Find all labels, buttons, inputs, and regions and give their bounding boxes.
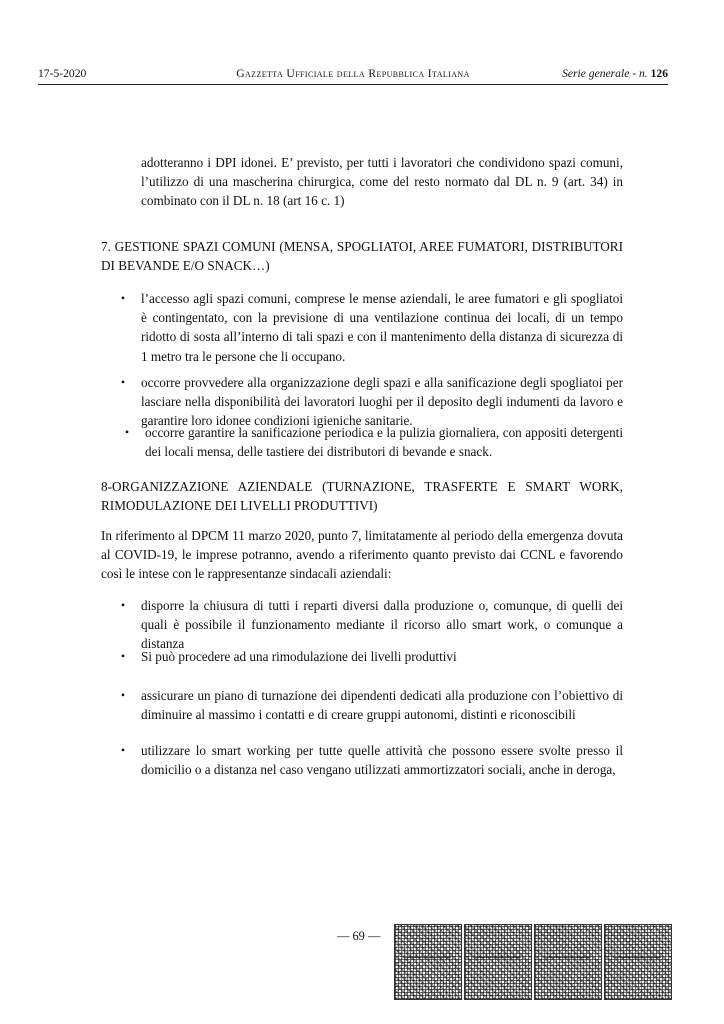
- continuation-paragraph: adotteranno i DPI idonei. E’ previsto, per tutti i lavoratori che condividono spazi comuni, l’utilizzo di una mascherina chirurgica, come del resto normato dal DL n. 9 (art. 34) in combinato con il DL n. 18 (art 16 c. 1): [141, 155, 623, 209]
- bullet-icon: •: [120, 375, 126, 389]
- bullet-icon: •: [120, 688, 126, 702]
- section-8-heading: 8-ORGANIZZAZIONE AZIENDALE (TURNAZIONE, TRASFERTE E SMART WORK, RIMODULAZIONE DEI LIVELLI PRODUTTIVI): [101, 479, 623, 514]
- serie-label: Serie generale - n.: [562, 67, 648, 80]
- header-serie: [562, 66, 668, 82]
- bullet-icon: •: [120, 598, 126, 612]
- header-date: 17-5-2020: [38, 67, 87, 80]
- list-item-text: Si può procedere ad una rimodulazione dei livelli produttivi: [141, 649, 457, 664]
- list-item: [120, 686, 623, 724]
- page-number: — 69 —: [337, 929, 381, 943]
- list-item-text: occorre garantire la sanificazione periodica e la pulizia giornaliera, con appositi detergenti dei locali mensa, delle tastiere dei distributori di bevande e snack.: [145, 425, 623, 460]
- barcode-icon: [534, 924, 602, 1000]
- header-rule: [38, 84, 668, 85]
- page-header: [38, 66, 668, 82]
- list-item: [120, 647, 623, 666]
- list-item-text: assicurare un piano di turnazione dei dipendenti dedicati alla produzione con l’obiettivo di diminuire al massimo i contatti e di creare gruppi autonomi, distinti e riconoscibili: [141, 688, 623, 723]
- barcode-icon: [394, 924, 462, 1000]
- barcode-icon: [604, 924, 672, 1000]
- list-item-text: utilizzare lo smart working per tutte quelle attività che possono essere svolte presso il domicilio o a distanza nel caso vengano utilizzati ammortizzatori sociali, anche in deroga,: [141, 743, 623, 778]
- bullet-icon: •: [124, 425, 130, 439]
- list-item-text: disporre la chiusura di tutti i reparti diversi dalla produzione o, comunque, di quelli dei quali è possibile il funzionamento mediante il ricorso allo smart work, o comunque a distanza: [141, 598, 623, 652]
- header-title: Gazzetta Ufficiale della Repubblica Italiana: [236, 67, 470, 80]
- list-item: [120, 373, 623, 431]
- list-item-text: l’accesso agli spazi comuni, comprese le mense aziendali, le aree fumatori e gli spogliatoi è contingentato, con la previsione di una ventilazione continua dei locali, di un tempo ridotto di sosta all’interno di tali spazi e con il mantenimento della distanza di sicurezza di 1 metro tra le persone che li occupano.: [141, 291, 623, 364]
- list-item: [120, 289, 623, 366]
- barcode-icon: [464, 924, 532, 1000]
- serie-number: 126: [650, 67, 668, 80]
- list-item-text: occorre provvedere alla organizzazione degli spazi e alla sanificazione degli spogliatoi per lasciare nella disponibilità dei lavoratori luoghi per il deposito degli indumenti da lavoro e garantire loro idonee condizioni igieniche sanitarie.: [141, 375, 623, 429]
- section-7-heading: 7. GESTIONE SPAZI COMUNI (MENSA, SPOGLIATOI, AREE FUMATORI, DISTRIBUTORI DI BEVANDE E/O SNACK…): [101, 239, 623, 274]
- list-item: [120, 741, 623, 779]
- bullet-icon: •: [120, 649, 126, 663]
- list-item: [124, 423, 623, 461]
- section-8-intro: In riferimento al DPCM 11 marzo 2020, punto 7, limitatamente al periodo della emergenza dovuta al COVID-19, le imprese potranno, avendo a riferimento quanto previsto dai CCNL e favorendo così le intese con le rappresentanze sindacali aziendali:: [101, 528, 623, 582]
- bullet-icon: •: [120, 291, 126, 305]
- list-item: [120, 596, 623, 654]
- bullet-icon: •: [120, 743, 126, 757]
